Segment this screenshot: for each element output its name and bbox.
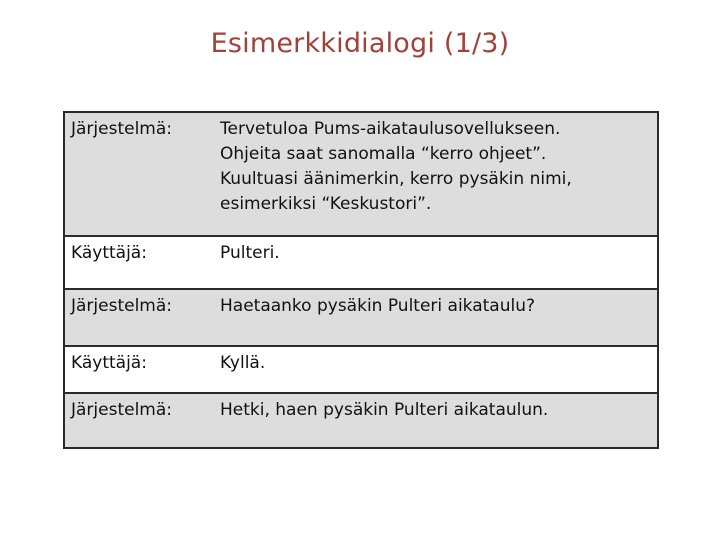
speaker-label: Käyttäjä: xyxy=(64,236,214,289)
utterance-text: Pulteri. xyxy=(214,236,658,289)
dialog-row-system xyxy=(64,112,658,236)
dialog-row-system xyxy=(64,289,658,346)
speaker-label: Järjestelmä: xyxy=(64,289,214,346)
utterance-text: Haetaanko pysäkin Pulteri aikataulu? xyxy=(214,289,658,346)
dialog-table xyxy=(63,111,659,449)
utterance-text: Kyllä. xyxy=(214,346,658,393)
speaker-label: Järjestelmä: xyxy=(64,112,214,236)
dialog-row-system xyxy=(64,393,658,448)
utterance-text: Hetki, haen pysäkin Pulteri aikataulun. xyxy=(214,393,658,448)
speaker-label: Järjestelmä: xyxy=(64,393,214,448)
utterance-text: Tervetuloa Pums-aikataulusovellukseen. Ohjeita saat sanomalla “kerro ohjeet”. Kuultuasi äänimerkin, kerro pysäkin nimi, esimerkiksi “Keskustori”. xyxy=(214,112,658,236)
speaker-label: Käyttäjä: xyxy=(64,346,214,393)
slide-title: Esimerkkidialogi (1/3) xyxy=(210,28,510,59)
dialog-row-user xyxy=(64,236,658,289)
dialog-row-user xyxy=(64,346,658,393)
